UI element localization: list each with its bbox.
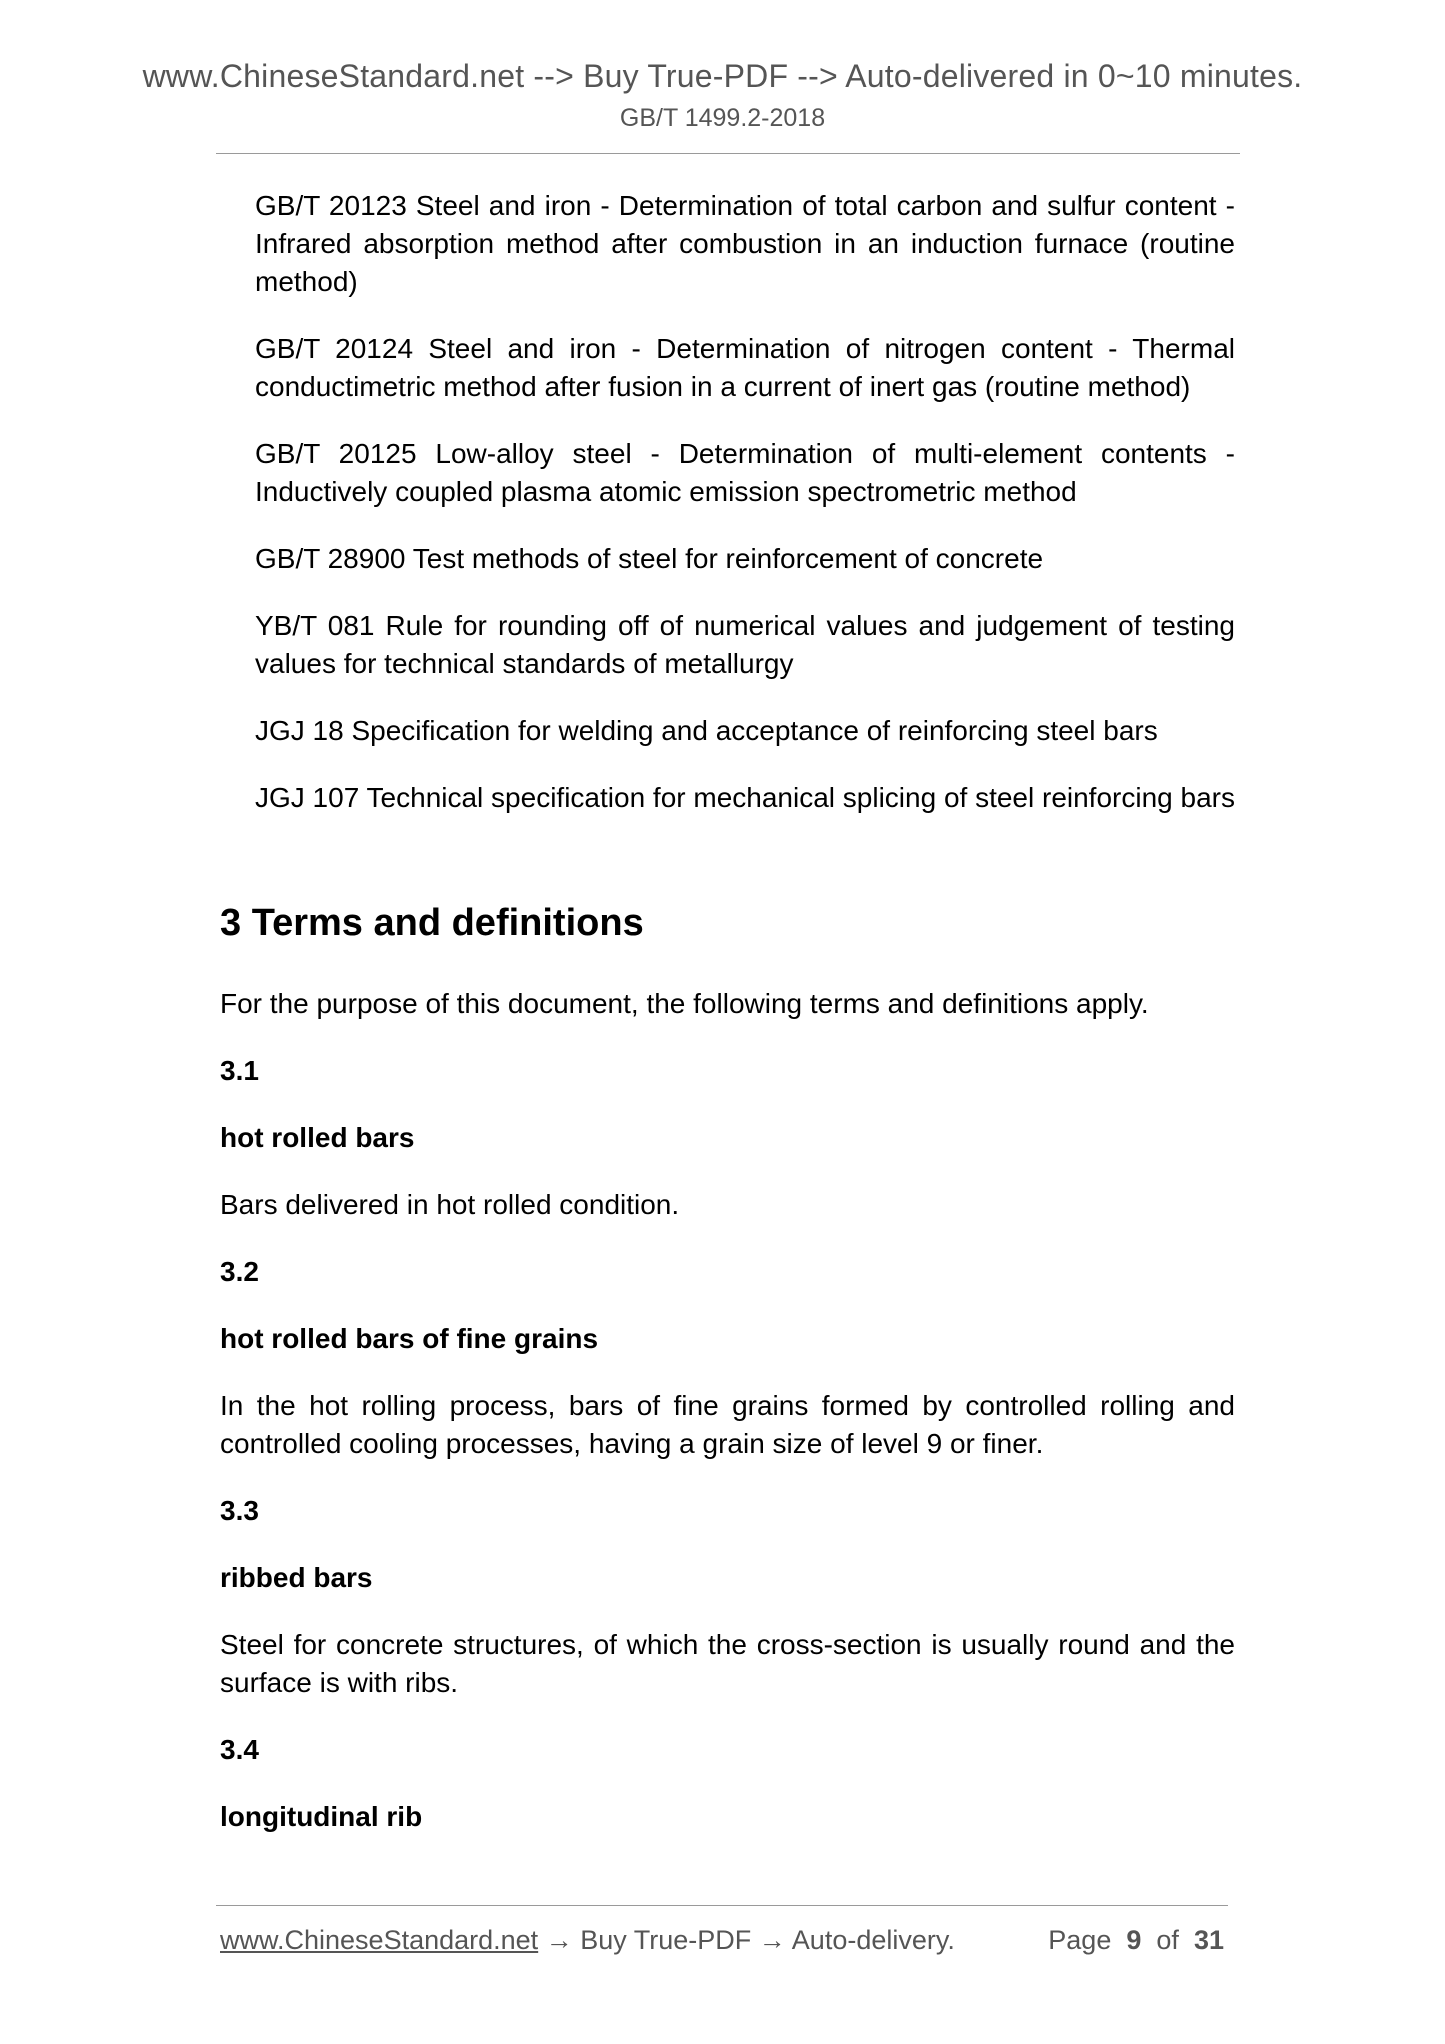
header-banner: www.ChineseStandard.net --> Buy True-PDF --> Auto-delivered in 0~10 minutes. <box>142 58 1303 94</box>
term-definition: Steel for concrete structures, of which the cross-section is usually round and the surface is with ribs. <box>220 1629 1235 1698</box>
reference-item: GB/T 20123 Steel and iron - Determination of total carbon and sulfur content - Infrared absorption method after combustion in an induction furnace (routine method) <box>255 190 1235 297</box>
term-name: ribbed bars <box>220 1562 373 1593</box>
footer-promo <box>220 1925 955 1956</box>
term-name: longitudinal rib <box>220 1801 423 1832</box>
footer-divider <box>216 1905 1228 1906</box>
term-number: 3.4 <box>220 1734 259 1765</box>
page-of: of <box>1156 1925 1179 1955</box>
footer-site-link[interactable]: www.ChineseStandard.net <box>220 1925 539 1955</box>
footer-delivery-text: Auto-delivery. <box>791 1925 955 1955</box>
term-definition: Bars delivered in hot rolled condition. <box>220 1189 680 1220</box>
reference-item: GB/T 20124 Steel and iron - Determination of nitrogen content - Thermal conductimetric method after fusion in a current of inert gas (routine method) <box>255 333 1235 402</box>
reference-item: JGJ 18 Specification for welding and acceptance of reinforcing steel bars <box>255 715 1158 746</box>
term-name: hot rolled bars of fine grains <box>220 1323 599 1354</box>
header-standard-id: GB/T 1499.2-2018 <box>619 104 826 132</box>
terms-section <box>220 900 1235 1865</box>
header-divider <box>216 153 1240 154</box>
reference-item: GB/T 28900 Test methods of steel for reinforcement of concrete <box>255 543 1044 574</box>
page-current: 9 <box>1126 1925 1142 1955</box>
footer-buy-text: Buy True-PDF <box>580 1925 752 1955</box>
term-number: 3.3 <box>220 1495 259 1526</box>
term-definition: In the hot rolling process, bars of fine grains formed by controlled rolling and controlled cooling processes, having a grain size of level 9 or finer. <box>220 1390 1235 1459</box>
reference-item: YB/T 081 Rule for rounding off of numerical values and judgement of testing values for technical standards of metallurgy <box>255 610 1235 679</box>
arrow-right-icon: → <box>545 1925 573 1955</box>
term-number: 3.2 <box>220 1256 259 1287</box>
term-name: hot rolled bars <box>220 1122 415 1153</box>
reference-item: JGJ 107 Technical specification for mechanical splicing of steel reinforcing bars <box>255 782 1235 813</box>
page-total: 31 <box>1193 1925 1224 1955</box>
term-number: 3.1 <box>220 1055 259 1086</box>
page-indicator <box>1048 1925 1224 1956</box>
page-label: Page <box>1048 1925 1112 1955</box>
normative-references-list <box>255 187 1235 846</box>
reference-item: GB/T 20125 Low-alloy steel - Determination of multi-element contents - Inductively coupled plasma atomic emission spectrometric method <box>255 438 1235 507</box>
section-intro: For the purpose of this document, the following terms and definitions apply. <box>220 988 1149 1019</box>
arrow-right-icon: → <box>758 1925 786 1955</box>
section-title: 3 Terms and definitions <box>220 902 644 944</box>
